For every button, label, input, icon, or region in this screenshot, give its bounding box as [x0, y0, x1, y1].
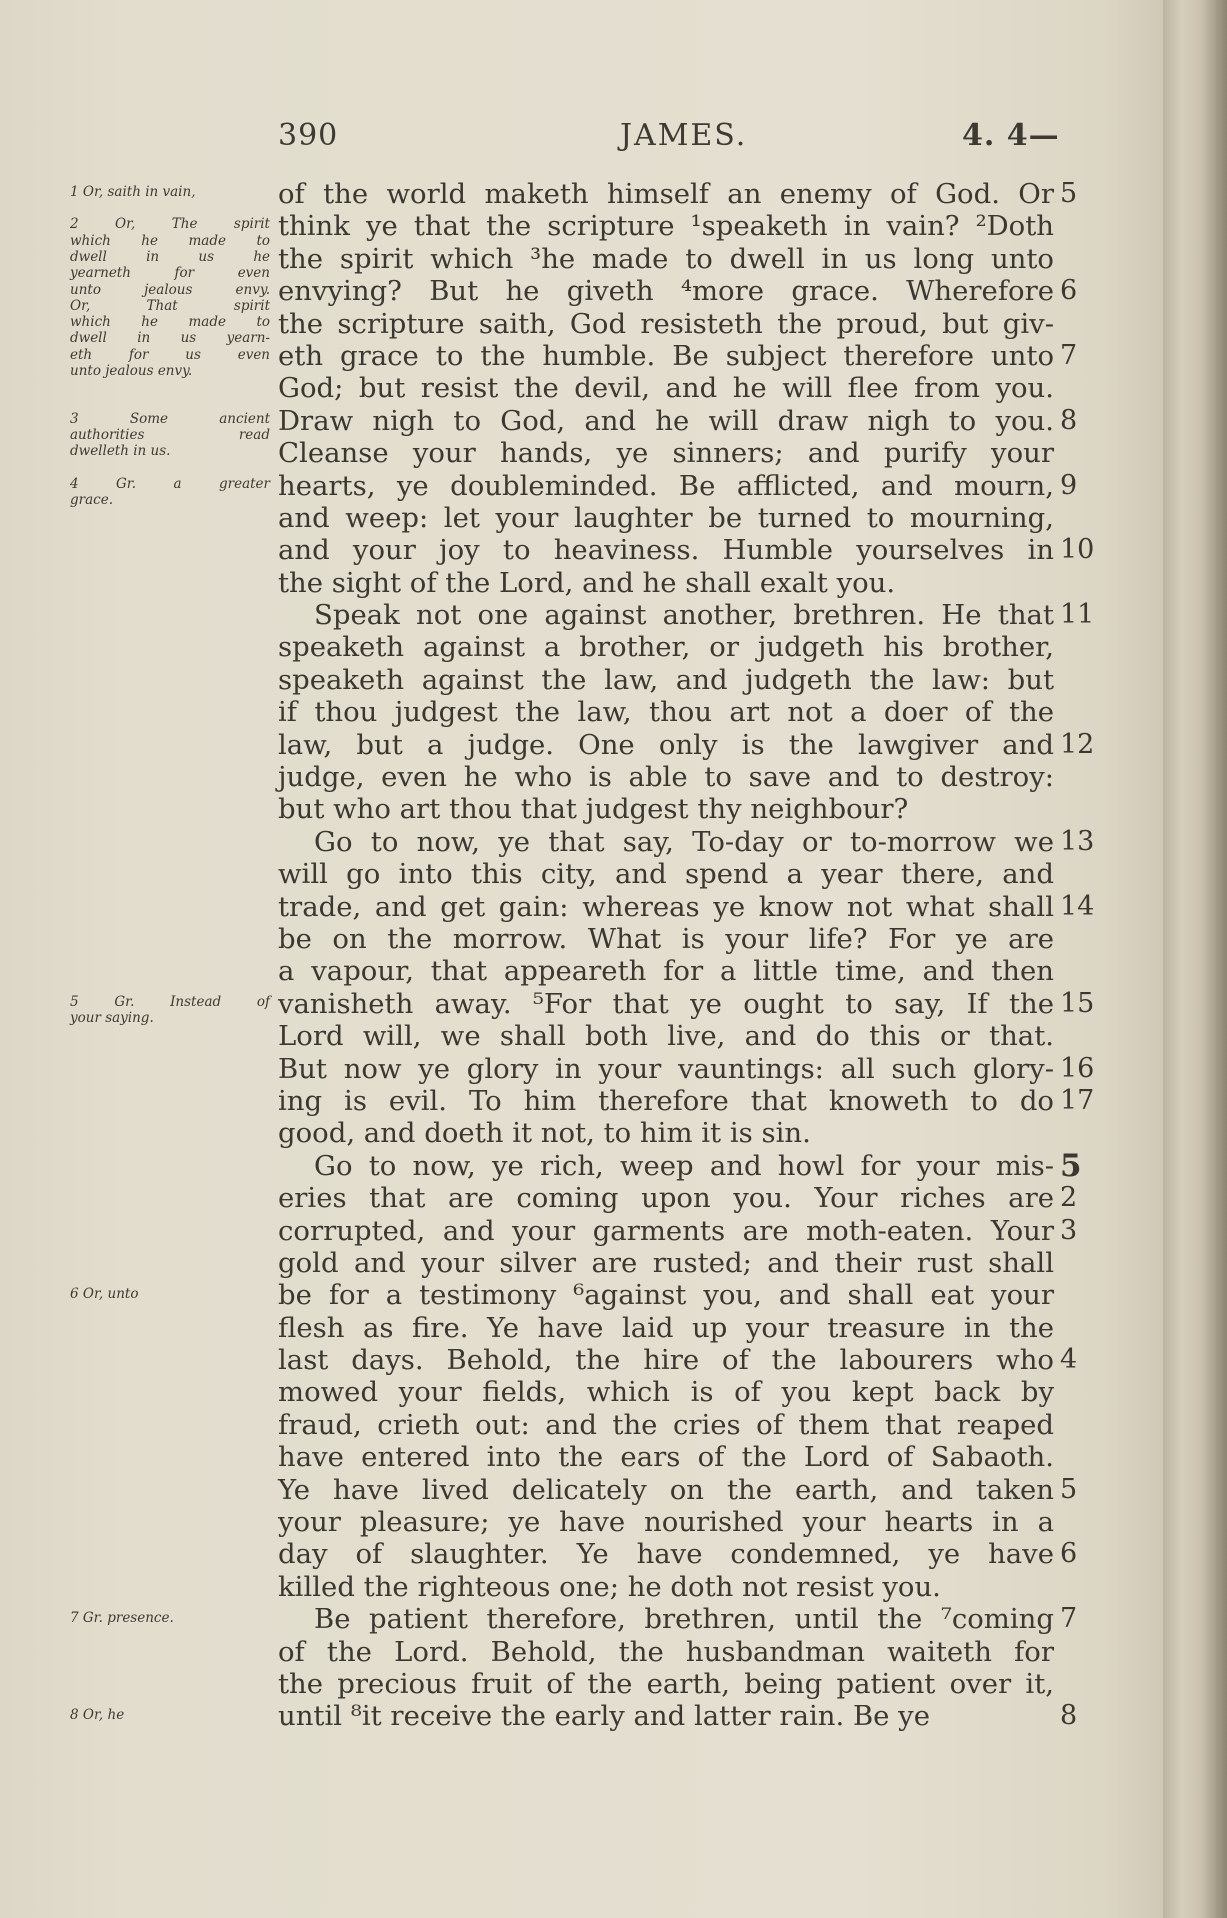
- text-line: Cleanse your hands, ye sinners; and purify your: [278, 437, 1054, 470]
- text-line: of the world maketh himself an enemy of God. Or: [278, 178, 1054, 210]
- text-line: speaketh against the law, and judgeth the law: but: [278, 663, 1054, 696]
- text-line: think ye that the scripture ¹speaketh in vain? ²Doth: [278, 210, 1054, 243]
- text-line: Lord will, we shall both live, and do this or that.: [278, 1020, 1054, 1053]
- text-line: Go to now, ye that say, To-day or to-morrow we: [314, 825, 1054, 858]
- verse-number: 12: [1060, 728, 1095, 760]
- text-line: a vapour, that appeareth for a little time, and then: [278, 955, 1054, 988]
- margin-note-line: eth for us even: [70, 346, 270, 363]
- text-line: the scripture saith, God resisteth the proud, but giv-: [278, 307, 1054, 340]
- verse-number: 6: [1060, 275, 1078, 307]
- verse-number: [1060, 308, 1094, 340]
- chapter-number: 5: [1060, 1147, 1082, 1184]
- verse-number: 17: [1060, 1084, 1095, 1116]
- verse-number: [1060, 793, 1094, 825]
- verse-number: 5: [1060, 178, 1078, 209]
- verse-number: [1060, 1409, 1094, 1441]
- text-line: vanisheth away. ⁵For that ye ought to say, If the: [278, 987, 1054, 1020]
- page-gutter-shadow: [1163, 0, 1227, 1918]
- verse-number: 7: [1060, 339, 1078, 371]
- text-line: ing is evil. To him therefore that knoweth to do: [278, 1084, 1054, 1117]
- text-line: eries that are coming upon you. Your riches are: [278, 1182, 1054, 1215]
- margin-note-line: dwell in us yearn-: [70, 330, 270, 347]
- verse-number: [1060, 1571, 1094, 1603]
- margin-note-line: grace.: [70, 491, 113, 508]
- verse-number: 13: [1060, 825, 1095, 857]
- verse-number: [1060, 243, 1094, 275]
- text-line: but who art thou that judgest thy neighbour?: [278, 793, 909, 826]
- text-line: hearts, ye doubleminded. Be afflicted, and mourn,: [278, 469, 1054, 502]
- verse-number-column: [1060, 178, 1094, 1733]
- verse-number: [1060, 631, 1094, 663]
- margin-note-line: 1 Or, saith in vain,: [70, 184, 196, 200]
- verse-number: [1060, 502, 1094, 534]
- text-line: the precious fruit of the earth, being patient over it,: [278, 1667, 1054, 1700]
- verse-number: 4: [1060, 1344, 1078, 1376]
- text-line: be for a testimony ⁶against you, and shall eat your: [278, 1279, 1054, 1312]
- verse-number: [1060, 1312, 1094, 1344]
- verse-number: [1060, 567, 1094, 599]
- text-line: will go into this city, and spend a year there, and: [278, 858, 1054, 891]
- verse-number: [1060, 210, 1094, 242]
- margin-note-line: 8 Or, he: [70, 1706, 125, 1723]
- margin-note-line: Or, That spirit: [70, 297, 270, 314]
- text-line: be on the morrow. What is your life? For ye are: [278, 922, 1054, 955]
- margin-note-line: which he made to: [70, 232, 270, 249]
- text-line: Be patient therefore, brethren, until the ⁷coming: [314, 1603, 1054, 1636]
- verse-number: 5: [1060, 1473, 1078, 1505]
- verse-number: [1060, 761, 1094, 793]
- verse-number: [1060, 1020, 1094, 1052]
- text-line: God; but resist the devil, and he will flee from you.: [278, 372, 1054, 405]
- verse-number: [1060, 1441, 1094, 1473]
- text-line: Go to now, ye rich, weep and howl for your mis-: [314, 1149, 1054, 1182]
- text-line: the sight of the Lord, and he shall exalt you.: [278, 566, 896, 599]
- text-line: killed the righteous one; he doth not resist you.: [278, 1570, 941, 1603]
- verse-number: [1060, 1636, 1094, 1668]
- text-line: and weep: let your laughter be turned to mourning,: [278, 501, 1054, 534]
- text-line: last days. Behold, the hire of the labourers who: [278, 1344, 1054, 1377]
- margin-note: [70, 216, 270, 379]
- text-line: if thou judgest the law, thou art not a doer of the: [278, 696, 1054, 729]
- margin-note-line: 5 Gr. Instead of: [70, 994, 270, 1010]
- margin-note: [70, 994, 270, 1027]
- margin-note-line: 6 Or, unto: [70, 1285, 139, 1302]
- text-line: Speak not one against another, brethren. He that: [314, 599, 1054, 632]
- text-line: eth grace to the humble. Be subject therefore unto: [278, 339, 1054, 372]
- margin-note: [70, 411, 270, 460]
- chapter-verse-reference: 4. 4—: [962, 118, 1060, 153]
- verse-number: 8: [1060, 1700, 1078, 1732]
- verse-number: [1060, 696, 1094, 728]
- margin-note-line: 4 Gr. a greater: [70, 475, 270, 492]
- text-line: trade, and get gain: whereas ye know not what shall: [278, 890, 1054, 923]
- text-line: Draw nigh to God, and he will draw nigh to you.: [278, 404, 1054, 437]
- verse-number: 10: [1060, 534, 1095, 566]
- verse-number: 15: [1060, 987, 1095, 1019]
- verse-number: [1060, 955, 1094, 987]
- text-line: have entered into the ears of the Lord of Sabaoth.: [278, 1441, 1054, 1474]
- margin-note: [70, 1707, 270, 1723]
- verse-number: 6: [1060, 1538, 1078, 1570]
- verse-number: [1060, 1376, 1094, 1408]
- margin-note: [70, 1286, 270, 1302]
- verse-number: 9: [1060, 469, 1078, 501]
- margin-note-line: yearneth for even: [70, 265, 270, 282]
- text-line: day of slaughter. Ye have condemned, ye have: [278, 1538, 1054, 1571]
- text-line: good, and doeth it not, to him it is sin.: [278, 1117, 811, 1150]
- margin-note: [70, 1610, 270, 1626]
- margin-note: [70, 476, 270, 509]
- verse-number: [1060, 1247, 1094, 1279]
- text-line: flesh as fire. Ye have laid up your treasure in the: [278, 1311, 1054, 1344]
- text-line: the spirit which ³he made to dwell in us long unto: [278, 242, 1054, 275]
- margin-note-line: 2 Or, The spirit: [70, 216, 270, 233]
- scripture-text: [278, 178, 1054, 1733]
- text-line: your pleasure; ye have nourished your hearts in a: [278, 1506, 1054, 1539]
- verse-number: [1060, 1668, 1094, 1700]
- text-line: speaketh against a brother, or judgeth his brother,: [278, 631, 1054, 664]
- text-line: law, but a judge. One only is the lawgiver and: [278, 728, 1054, 761]
- verse-number: [1060, 1117, 1094, 1149]
- verse-number: 3: [1060, 1214, 1078, 1246]
- verse-number: 14: [1060, 890, 1095, 922]
- verse-number: [1060, 437, 1094, 469]
- text-line: Ye have lived delicately on the earth, and taken: [278, 1473, 1054, 1506]
- margin-note-line: 7 Gr. presence.: [70, 1609, 174, 1626]
- text-line: judge, even he who is able to save and to destroy:: [278, 761, 1054, 794]
- margin-note-line: unto jealous envy.: [70, 363, 193, 380]
- text-line: gold and your silver are rusted; and their rust shall: [278, 1246, 1054, 1279]
- verse-number: 16: [1060, 1052, 1095, 1084]
- verse-number: 8: [1060, 404, 1078, 436]
- margin-note-line: dwelleth in us.: [70, 443, 171, 460]
- verse-number: 2: [1060, 1182, 1078, 1214]
- margin-note-line: which he made to: [70, 314, 270, 331]
- text-line: But now ye glory in your vauntings: all such glory-: [278, 1052, 1054, 1085]
- margin-note-line: authorities read: [70, 427, 270, 444]
- text-line: of the Lord. Behold, the husbandman waiteth for: [278, 1635, 1054, 1668]
- verse-number: [1060, 372, 1094, 404]
- text-line: envying? But he giveth ⁴more grace. Wherefore: [278, 275, 1054, 308]
- text-line: mowed your fields, which is of you kept back by: [278, 1376, 1054, 1409]
- text-line: and your joy to heaviness. Humble yourselves in: [278, 534, 1054, 567]
- running-title: JAMES.: [620, 118, 748, 153]
- margin-note-line: 3 Some ancient: [70, 410, 270, 427]
- text-line: fraud, crieth out: and the cries of them that reaped: [278, 1408, 1054, 1441]
- verse-number: [1060, 1506, 1094, 1538]
- page-number: 390: [278, 118, 339, 153]
- text-line: corrupted, and your garments are moth-eaten. Your: [278, 1214, 1054, 1247]
- margin-note-line: your saying.: [70, 1010, 154, 1027]
- margin-note-line: unto jealous envy.: [70, 281, 270, 298]
- margin-note: [70, 184, 270, 200]
- verse-number: [1060, 923, 1094, 955]
- verse-number: [1060, 1279, 1094, 1311]
- verse-number: [1060, 664, 1094, 696]
- verse-number: 11: [1060, 599, 1095, 631]
- text-line: until ⁸it receive the early and latter rain. Be ye: [278, 1700, 930, 1733]
- margin-note-line: dwell in us he: [70, 248, 270, 265]
- verse-number: 7: [1060, 1603, 1078, 1635]
- verse-number: [1060, 858, 1094, 890]
